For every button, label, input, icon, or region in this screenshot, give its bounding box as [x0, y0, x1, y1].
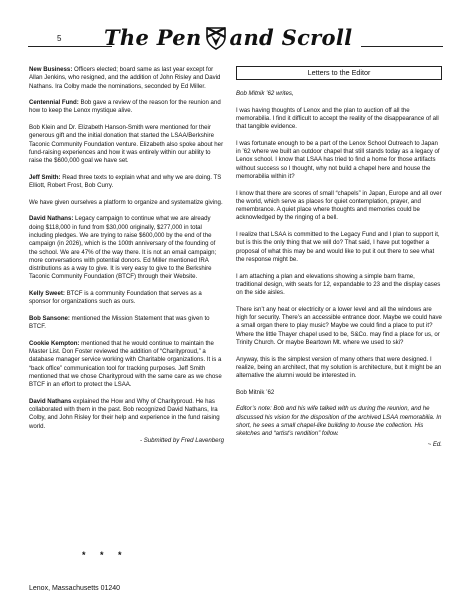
- letter-paragraph: Anyway, this is the simplest version of many others that were designed. I realize, being an architect, that my solution is architecture, but it might be an alternative the alumni would be interested in.: [236, 355, 442, 380]
- paragraph-text: BTCF is a community Foundation that serves as a sponsor for organizations such as ours.: [29, 290, 202, 306]
- masthead-title-left: The Pen: [104, 25, 202, 50]
- minutes-column: [29, 66, 224, 446]
- letter-paragraph: I was fortunate enough to be a part of the Lenox School Outreach to Japan in ’62 where we built an outdoor chapel that still stands today as a legacy of Lenox school. I know that LSAA has tried to find a home for those artifacts without success so I thought, why not build a chapel here and house the memorabilia within it?: [236, 139, 440, 180]
- letter-signature: Bob Mitnik ’62: [236, 388, 275, 396]
- letter-paragraph: I realize that LSAA is committed to the Legacy Fund and I plan to support it, but is this the only thing that we will do? That said, I have put together a proposal of what this may be and would like to put it out there to see what the response might be.: [236, 231, 440, 263]
- paragraph-text: Bob gave a review of the reason for the reunion and how to keep the Lenox mystique alive.: [29, 99, 221, 115]
- editor-signature: ~ Ed.: [427, 440, 442, 448]
- paragraph-text: mentioned that he would continue to maintain the Master List. Don Foster reviewed the addition of “Charityproud,” a database manager service working with Charitable organizations. It is a “back office” communication tool for tracking purposes. Jeff Smith mentioned that we chose Charityproud with the same care as we chose BTCF in an effort to protect the LSAA.: [29, 339, 222, 389]
- paragraph-text: We have given ourselves a platform to organize and systematize giving.: [29, 198, 223, 206]
- paragraph-text: explained the How and Why of Charityproud. He has collaborated with them in the past. Bob recognized David Nathans, Ira Colby, and John Risley for their help and experience in the fund raising world.: [29, 397, 220, 430]
- masthead-rule-left: [28, 46, 112, 47]
- letter-paragraph: I was having thoughts of Lenox and the plan to auction off all the memorabilia. I find it difficult to accept the reality of the disappearance of all that tangible evidence.: [236, 106, 439, 131]
- masthead-rule-right: [361, 46, 443, 47]
- minutes-paragraph: [29, 99, 224, 116]
- submitted-by: - Submitted by Fred Lavenberg: [139, 437, 224, 445]
- minutes-paragraph: [29, 340, 224, 390]
- footer-location: Lenox, Massachusetts 01240: [29, 585, 121, 592]
- editor-note: Editor’s note: Bob and his wife talked with us during the reunion, and he discussed his vision for the disposition of the archived LSAA memorabilia. In short, he sees a small chapel-like building to house the collection. His sketches and “artist’s rendition” follow.: [236, 405, 442, 438]
- paragraph-text: Legacy campaign to continue what we are already doing $118,000 in fund from $30,000 originally, $277,000 in total including pledges. We are trying to raise $600,000 by the end of the campaign (in 2026), which is the 100th anniversary of the founding of the school. We are 47% of the way there. It is not an email campaign; more conversations with potential donors. Ed Miller mentioned IRA distributions as a way to give. It is very easy to give to the Berkshire Taconic Community Foundation (BTCF) through their Website.: [29, 215, 217, 281]
- paragraph-label: David Nathans: [29, 397, 72, 405]
- letters-column: [236, 66, 442, 449]
- minutes-paragraph: [29, 66, 224, 91]
- paragraph-text: Read three texts to explain what and why we are doing. TS Elliott, Robert Frost, Bob Curry.: [29, 173, 222, 190]
- letter-byline: Bob Mitnik ’62 writes,: [236, 90, 294, 97]
- minutes-paragraph: [29, 174, 224, 191]
- masthead: [104, 25, 366, 53]
- paragraph-label: New Business:: [29, 66, 73, 73]
- paragraph-text: Bob Klein and Dr. Elizabeth Hanson-Smith were mentioned for their generous gift and the initial donation that started the LSAA/Berkshire Taconic Community Foundation venture. Elizabeth also spoke about her fund-raising experiences and how it was entirely within our ability to raise the $600,000 goal we have set.: [29, 124, 224, 165]
- section-divider-stars: * * *: [82, 550, 128, 560]
- minutes-paragraph: [29, 124, 224, 165]
- minutes-paragraph: [29, 215, 224, 281]
- paragraph-text: mentioned the Mission Statement that was given to BTCF.: [29, 314, 210, 331]
- paragraph-label: Kelly Sweet:: [29, 290, 65, 298]
- paragraph-label: Bob Sansone:: [29, 314, 70, 322]
- page-number: 5: [57, 34, 62, 43]
- letter-paragraph: I know that there are scores of small “chapels” in Japan, Europe and all over the world, which serve as places for quiet contemplation, prayer, and remembrance. A quiet place where thoughts and memories could be acknowledged by the ringing of a bell.: [236, 189, 442, 222]
- minutes-paragraph: [29, 398, 224, 431]
- letter-paragraph: I am attaching a plan and elevations showing a simple barn frame, traditional design, with seats for 12, expandable to 23 and the display cases on the side aisles.: [236, 272, 441, 297]
- minutes-paragraph: [29, 315, 224, 332]
- paragraph-label: Centennial Fund:: [29, 99, 79, 107]
- minutes-paragraph: [29, 290, 224, 307]
- paragraph-label: David Nathans:: [29, 215, 74, 223]
- minutes-paragraph: [29, 199, 224, 207]
- letter-paragraph: There isn’t any heat or electricity or a lower level and all the windows are high for security. There’s an accessible entrance door. Maybe we could have a small organ there to play music? Maybe we could find a place to put it? Where the little Thayer chapel used to be, S&Co. may find a place for us, or Trinity Church. Or maybe Beartown Mt. where we used to ski?: [236, 305, 442, 346]
- paragraph-text: Officers elected; board same as last year except for Allan Jenkins, who resigned, and the addition of John Risley and David Nathans. Ira Colby made the nominations, seconded by Ed Miller.: [29, 66, 221, 90]
- crest-icon: [205, 26, 227, 50]
- paragraph-label: Cookie Kempton:: [29, 339, 80, 347]
- letters-heading: Letters to the Editor: [236, 66, 442, 80]
- masthead-title-right: and Scroll: [229, 25, 353, 50]
- paragraph-label: Jeff Smith:: [29, 173, 61, 181]
